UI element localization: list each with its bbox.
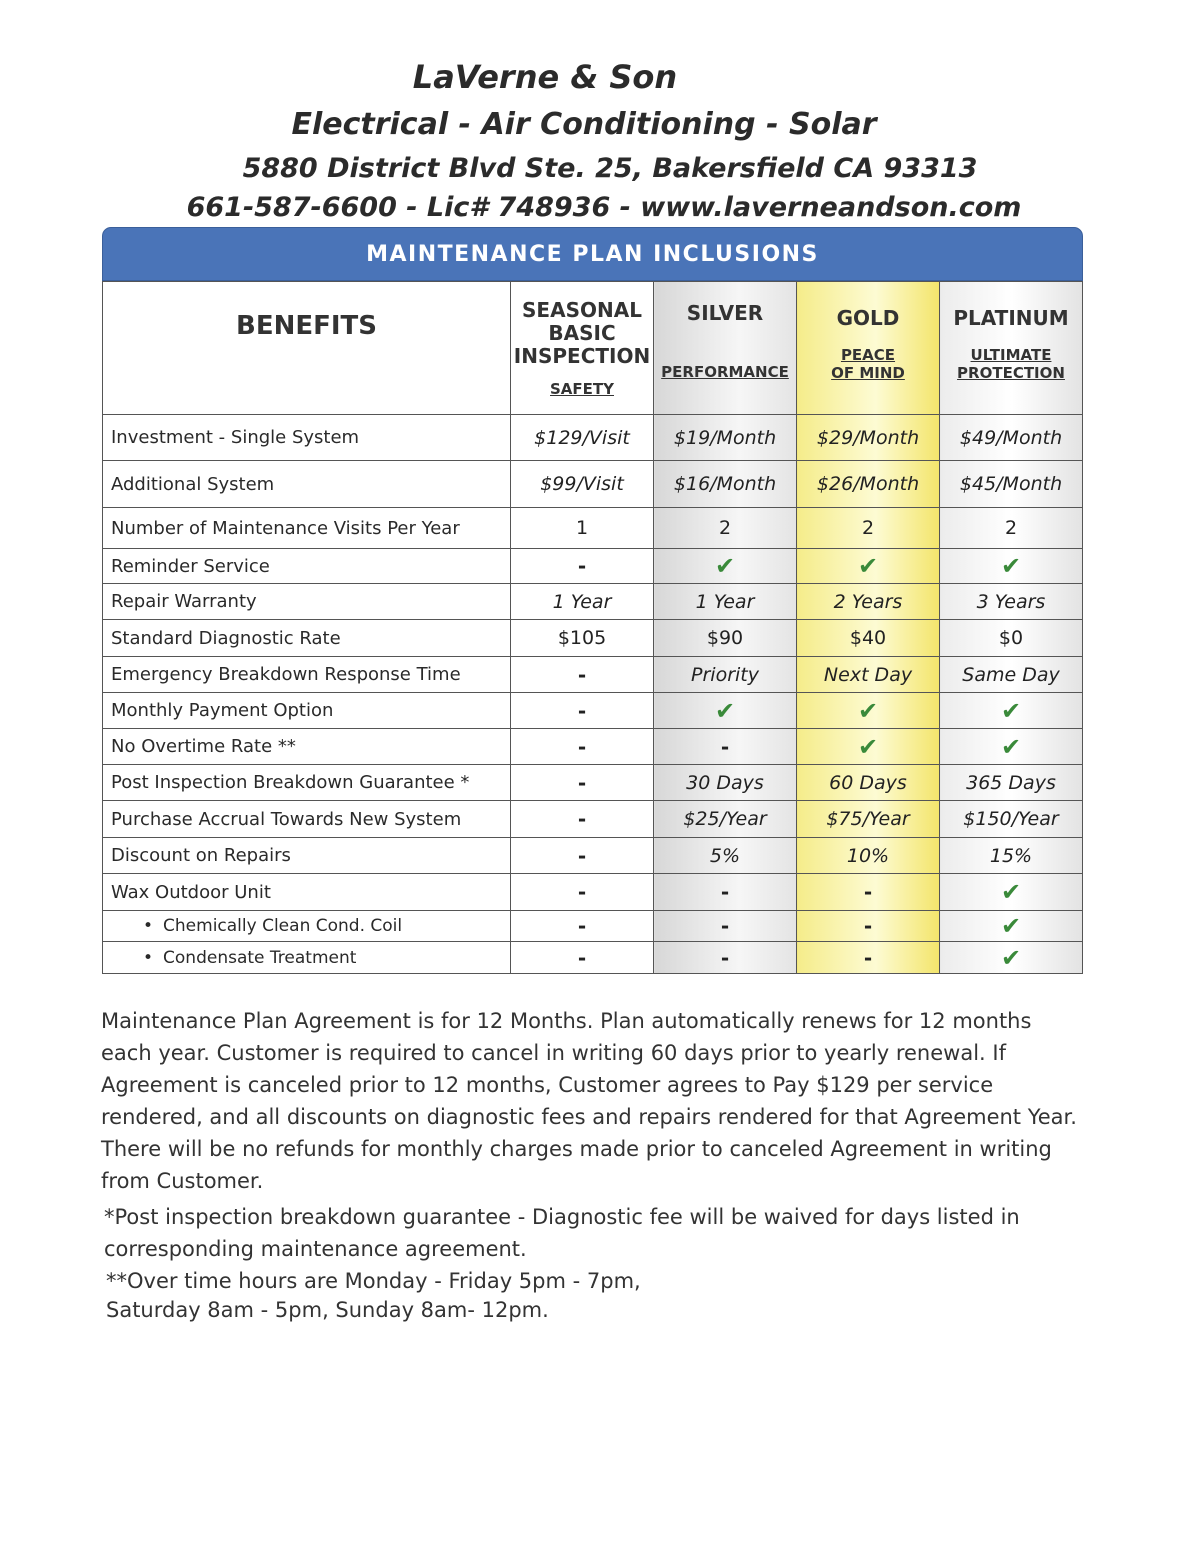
table-header-row: [103, 282, 1083, 415]
plan-value-gold: [797, 415, 940, 461]
plan-value-gold: [797, 620, 940, 657]
cell-value: 365 Days: [966, 771, 1056, 794]
plan-value-platinum: [940, 584, 1083, 620]
company-address: 5880 District Blvd Ste. 25, Bakersfield CA 93313: [242, 153, 978, 184]
plan-value-platinum: [940, 838, 1083, 874]
dash-mark: -: [577, 770, 587, 795]
plan-value-seasonal: [511, 461, 654, 508]
plan-value-platinum: [940, 549, 1083, 584]
check-icon: ✔: [1000, 552, 1022, 580]
benefit-label: • Condensate Treatment: [103, 942, 511, 974]
plan-value-gold: [797, 549, 940, 584]
table-row: [103, 729, 1083, 765]
plan-value-platinum: [940, 657, 1083, 693]
cell-value: Priority: [691, 663, 759, 686]
cell-value: $75/Year: [826, 808, 910, 830]
dash-mark: -: [577, 807, 587, 831]
plan-value-gold: [797, 765, 940, 801]
cell-value: 60 Days: [829, 771, 907, 794]
dash-mark: -: [577, 843, 587, 868]
overtime-line-1: **Over time hours are Monday - Friday 5pm - 7pm,: [106, 1269, 641, 1293]
cell-value: 1: [575, 517, 589, 539]
plan-value-seasonal: [511, 693, 654, 729]
plan-value-seasonal: [511, 584, 654, 620]
benefit-label: Investment - Single System: [103, 415, 511, 461]
plan-value-seasonal: [511, 415, 654, 461]
benefit-label: Additional System: [103, 461, 511, 508]
plan-value-seasonal: [511, 508, 654, 549]
plan-value-platinum: [940, 508, 1083, 549]
plan-tagline: PEACE OF MIND: [831, 345, 905, 382]
cell-value: Next Day: [823, 663, 913, 686]
check-icon: ✔: [1000, 912, 1022, 940]
plan-value-silver: [654, 461, 797, 508]
plan-value-gold: [797, 729, 940, 765]
benefit-label: • Chemically Clean Cond. Coil: [103, 911, 511, 942]
check-icon: ✔: [1000, 732, 1022, 761]
plan-name: SILVER: [686, 300, 764, 325]
table-row: [103, 693, 1083, 729]
table-row: [103, 911, 1083, 942]
benefits-heading-cell: [103, 282, 511, 415]
plan-value-silver: [654, 693, 797, 729]
plan-value-seasonal: [511, 620, 654, 657]
benefit-label: Emergency Breakdown Response Time: [103, 657, 511, 693]
plan-header-gold: [797, 282, 940, 415]
company-name: LaVerne & Son: [412, 58, 678, 96]
guarantee-footnote: *Post inspection breakdown guarantee - Diagnostic fee will be waived for days listed in corresponding maintenance agreement.: [104, 1205, 1020, 1261]
plan-value-silver: [654, 415, 797, 461]
plan-value-silver: [654, 911, 797, 942]
dash-mark: -: [863, 914, 873, 938]
agreement-notes: [101, 1005, 1081, 1325]
table-row: [103, 584, 1083, 620]
plan-value-platinum: [940, 801, 1083, 838]
plan-header-seasonal: [511, 282, 654, 415]
plan-header-platinum: [940, 282, 1083, 415]
cell-value: 2: [1004, 517, 1018, 539]
plan-value-silver: [654, 801, 797, 838]
check-icon: ✔: [1000, 878, 1022, 906]
plan-tagline: ULTIMATE PROTECTION: [957, 345, 1065, 382]
cell-value: 10%: [846, 844, 890, 867]
cell-value: $90: [706, 627, 744, 649]
company-contact: 661-587-6600 - Lic# 748936 - www.laverneandson.com: [186, 192, 1022, 223]
cell-value: 5%: [709, 844, 741, 867]
benefit-label: Discount on Repairs: [103, 838, 511, 874]
cell-value: $0: [998, 627, 1024, 649]
plan-value-gold: [797, 584, 940, 620]
benefit-label: Reminder Service: [103, 549, 511, 584]
plan-header-silver: [654, 282, 797, 415]
benefit-label: Repair Warranty: [103, 584, 511, 620]
dash-mark: -: [577, 698, 587, 723]
dash-mark: -: [863, 945, 873, 970]
table-row: [103, 461, 1083, 508]
dash-mark: -: [577, 554, 587, 578]
table-row: [103, 620, 1083, 657]
cell-value: 15%: [989, 844, 1033, 867]
table-row: [103, 874, 1083, 911]
plan-value-silver: [654, 765, 797, 801]
plan-tagline: SAFETY: [550, 379, 614, 398]
agreement-terms: Maintenance Plan Agreement is for 12 Months. Plan automatically renews for 12 months each year. Customer is required to cancel in writing 60 days prior to yearly renewal. If Agreement is canceled prior to 12 months, Customer agrees to Pay $129 per service rendered, and all discounts on diagnostic fees and repairs rendered for that Agreement Year. There will be no refunds for monthly charges made prior to canceled Agreement in writing from Customer.: [101, 1009, 1077, 1193]
table-banner: MAINTENANCE PLAN INCLUSIONS: [102, 227, 1083, 281]
plan-value-gold: [797, 838, 940, 874]
plan-value-silver: [654, 874, 797, 911]
plan-name: PLATINUM: [953, 305, 1069, 330]
benefits-heading: BENEFITS: [236, 311, 377, 341]
plan-value-platinum: [940, 415, 1083, 461]
table-row: [103, 838, 1083, 874]
dash-mark: -: [577, 880, 587, 904]
table-row: [103, 549, 1083, 584]
table-row: [103, 765, 1083, 801]
check-icon: ✔: [1000, 943, 1022, 972]
plan-value-platinum: [940, 942, 1083, 974]
table-row: [103, 801, 1083, 838]
plan-name: GOLD: [836, 305, 900, 330]
cell-value: $16/Month: [673, 473, 777, 495]
cell-value: $49/Month: [959, 426, 1063, 449]
plan-name: SEASONAL BASIC INSPECTION: [513, 297, 651, 368]
cell-value: Same Day: [962, 663, 1060, 686]
benefit-label: Standard Diagnostic Rate: [103, 620, 511, 657]
benefit-label: Monthly Payment Option: [103, 693, 511, 729]
cell-value: $29/Month: [816, 426, 920, 449]
letterhead: [0, 52, 1198, 226]
plan-value-seasonal: [511, 801, 654, 838]
benefit-label: Number of Maintenance Visits Per Year: [103, 508, 511, 549]
cell-value: 3 Years: [976, 590, 1046, 613]
plan-value-platinum: [940, 765, 1083, 801]
plan-value-platinum: [940, 620, 1083, 657]
plan-comparison-table: [102, 281, 1083, 974]
plan-value-silver: [654, 508, 797, 549]
company-services: Electrical - Air Conditioning - Solar: [291, 107, 877, 142]
cell-value: 1 Year: [552, 590, 612, 613]
dash-mark: -: [577, 914, 587, 938]
cell-value: $25/Year: [683, 808, 767, 830]
plan-tagline: PERFORMANCE: [661, 362, 789, 381]
cell-value: $150/Year: [963, 808, 1059, 830]
cell-value: 30 Days: [686, 771, 764, 794]
plan-value-platinum: [940, 911, 1083, 942]
plan-value-platinum: [940, 461, 1083, 508]
plan-value-silver: [654, 942, 797, 974]
check-icon: ✔: [714, 696, 736, 725]
plan-value-seasonal: [511, 765, 654, 801]
plan-value-gold: [797, 693, 940, 729]
table-row: [103, 508, 1083, 549]
overtime-footnote: [106, 1267, 1081, 1325]
plan-value-silver: [654, 838, 797, 874]
cell-value: 1 Year: [695, 590, 755, 613]
dash-mark: -: [720, 734, 730, 759]
plan-value-seasonal: [511, 911, 654, 942]
plan-value-silver: [654, 584, 797, 620]
benefit-label: Post Inspection Breakdown Guarantee *: [103, 765, 511, 801]
plan-value-seasonal: [511, 942, 654, 974]
maintenance-plan-table: [102, 227, 1083, 974]
cell-value: $105: [557, 627, 607, 649]
cell-value: $99/Visit: [540, 473, 624, 495]
cell-value: 2: [718, 517, 732, 539]
check-icon: ✔: [857, 696, 879, 725]
check-icon: ✔: [857, 732, 879, 761]
plan-value-gold: [797, 942, 940, 974]
plan-value-gold: [797, 874, 940, 911]
dash-mark: -: [720, 880, 730, 904]
plan-value-seasonal: [511, 657, 654, 693]
plan-value-seasonal: [511, 549, 654, 584]
plan-value-gold: [797, 461, 940, 508]
table-row: [103, 657, 1083, 693]
check-icon: ✔: [1000, 696, 1022, 725]
dash-mark: -: [863, 880, 873, 904]
cell-value: $40: [849, 627, 887, 649]
cell-value: 2: [861, 517, 875, 539]
cell-value: 2 Years: [833, 590, 903, 613]
cell-value: $45/Month: [959, 473, 1063, 495]
benefit-label: Wax Outdoor Unit: [103, 874, 511, 911]
check-icon: ✔: [714, 552, 736, 580]
plan-value-silver: [654, 620, 797, 657]
plan-value-gold: [797, 508, 940, 549]
plan-value-seasonal: [511, 874, 654, 911]
plan-value-silver: [654, 657, 797, 693]
dash-mark: -: [577, 662, 587, 687]
plan-value-gold: [797, 801, 940, 838]
check-icon: ✔: [857, 552, 879, 580]
plan-value-gold: [797, 911, 940, 942]
plan-value-seasonal: [511, 729, 654, 765]
cell-value: $19/Month: [673, 426, 777, 449]
dash-mark: -: [577, 945, 587, 970]
table-row: [103, 415, 1083, 461]
overtime-line-2: Saturday 8am - 5pm, Sunday 8am- 12pm.: [106, 1298, 549, 1322]
cell-value: $26/Month: [816, 473, 920, 495]
plan-value-gold: [797, 657, 940, 693]
benefit-label: Purchase Accrual Towards New System: [103, 801, 511, 838]
benefit-label: No Overtime Rate **: [103, 729, 511, 765]
plan-value-platinum: [940, 729, 1083, 765]
cell-value: $129/Visit: [534, 426, 630, 449]
dash-mark: -: [577, 734, 587, 759]
plan-value-platinum: [940, 693, 1083, 729]
dash-mark: -: [720, 914, 730, 938]
dash-mark: -: [720, 945, 730, 970]
table-row: [103, 942, 1083, 974]
plan-value-silver: [654, 729, 797, 765]
plan-value-seasonal: [511, 838, 654, 874]
plan-value-platinum: [940, 874, 1083, 911]
plan-value-silver: [654, 549, 797, 584]
